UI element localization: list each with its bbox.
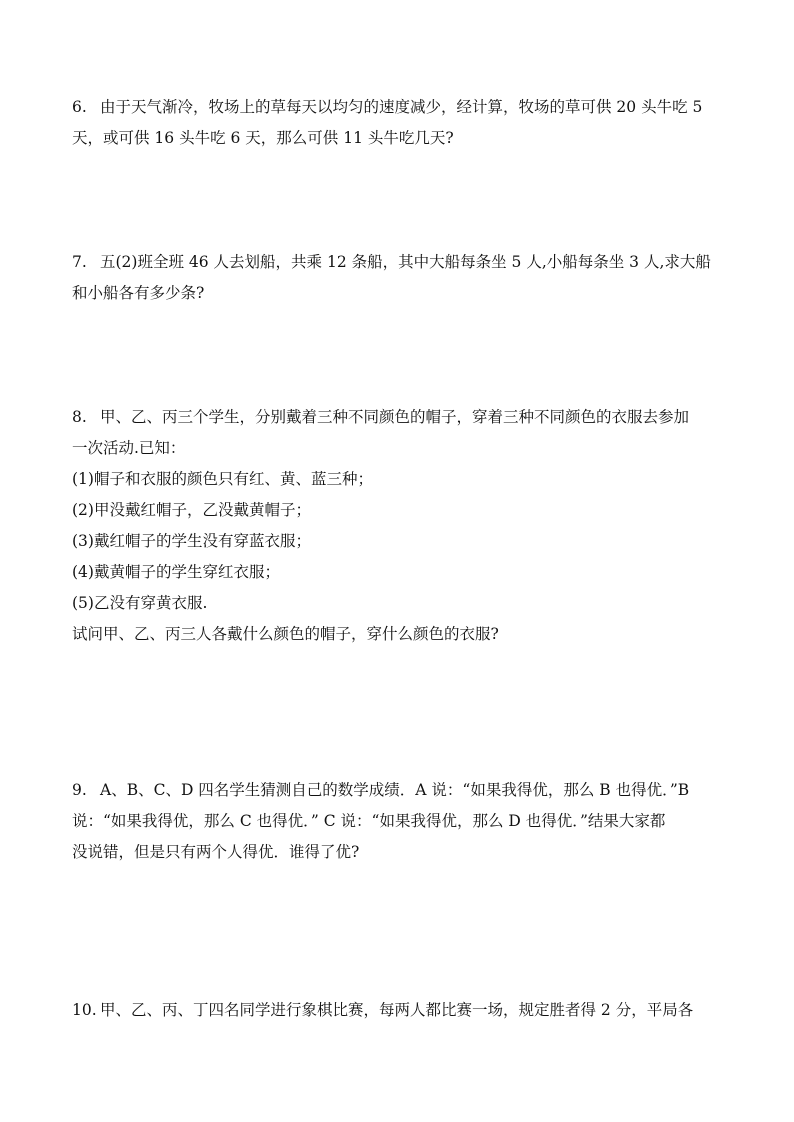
problem-8-line-1: 8. 甲、乙、丙三个学生，分别戴着三种不同颜色的帽子，穿着三种不同颜色的衣服去参加 <box>72 402 722 433</box>
problem-8-condition-4: (4)戴黄帽子的学生穿红衣服； <box>72 563 280 581</box>
problem-7-line-2: 和小船各有多少条? <box>72 284 205 302</box>
problem-10-line-1: 10. 甲、乙、丙、丁四名同学进行象棋比赛，每两人都比赛一场，规定胜者得 2 分，平局各 <box>72 995 722 1026</box>
problem-9-line-3: 没说错，但是只有两个人得优．谁得了优? <box>72 843 360 861</box>
problem-8 <box>72 402 722 650</box>
problem-8-condition-3: (3)戴红帽子的学生没有穿蓝衣服； <box>72 532 311 550</box>
problem-8-line-2: 一次活动.已知： <box>72 439 186 457</box>
problem-7-number: 7. <box>72 253 87 271</box>
problem-10 <box>72 995 722 1026</box>
problem-6 <box>72 92 722 154</box>
problem-6-line-1: 6. 由于天气渐冷，牧场上的草每天以均匀的速度减少，经计算，牧场的草可供 20 头牛吃 5 <box>72 92 722 123</box>
problem-9-line-1: 9. A、B、C、D 四名学生猜测自己的数学成绩．A 说：“如果我得优，那么 B 也得优．”B <box>72 775 722 806</box>
problem-6-line-2: 天，或可供 16 头牛吃 6 天，那么可供 11 头牛吃几天? <box>72 129 454 147</box>
problem-9 <box>72 775 722 868</box>
problem-8-number: 8. <box>72 408 87 426</box>
problem-7 <box>72 247 722 309</box>
problem-10-number: 10. <box>72 1001 97 1019</box>
problem-9-line-2: 说：“如果我得优，那么 C 也得优．” C 说：“如果我得优，那么 D 也得优．”结果大家都 <box>72 812 666 830</box>
problem-7-line-1: 7. 五(2)班全班 46 人去划船，共乘 12 条船，其中大船每条坐 5 人,小船每条坐 3 人,求大船 <box>72 247 722 278</box>
problem-9-number: 9. <box>72 781 87 799</box>
problem-8-condition-1: (1)帽子和衣服的颜色只有红、黄、蓝三种； <box>72 470 373 488</box>
problem-6-number: 6. <box>72 98 87 116</box>
problem-8-condition-5: (5)乙没有穿黄衣服. <box>72 594 208 612</box>
problem-8-question: 试问甲、乙、丙三人各戴什么颜色的帽子，穿什么颜色的衣服? <box>72 625 499 643</box>
problem-8-condition-2: (2)甲没戴红帽子，乙没戴黄帽子； <box>72 501 311 519</box>
